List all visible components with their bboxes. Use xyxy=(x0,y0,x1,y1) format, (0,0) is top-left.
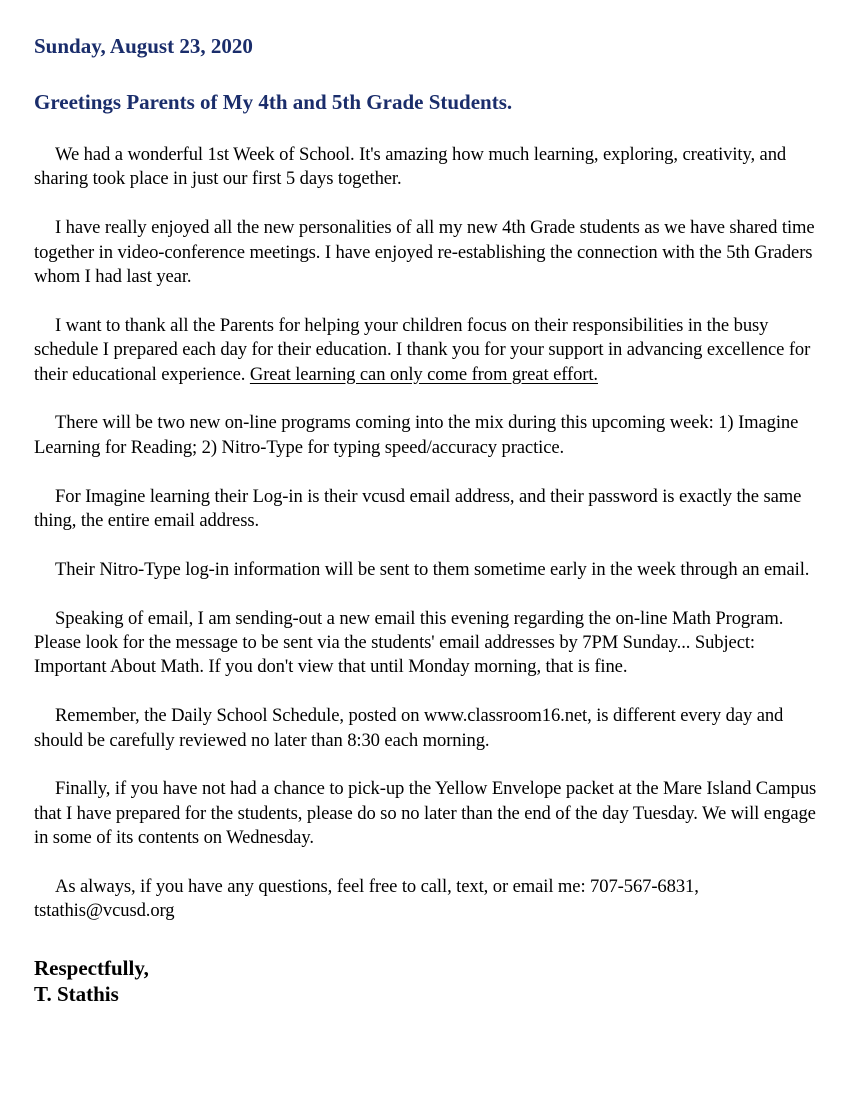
paragraph-contact: As always, if you have any questions, feel free to call, text, or email me: 707-567-6831, tstathis@vcusd.org xyxy=(34,876,699,922)
paragraph-imagine-login: For Imagine learning their Log-in is their vcusd email address, and their password is exactly the same thing, the entire email address. xyxy=(34,485,802,532)
signer-name: T. Stathis xyxy=(34,981,119,1006)
signature-block xyxy=(34,955,824,1007)
paragraph-thanks-text: I want to thank all the Parents for helping your children focus on their responsibilities in the busy schedule I prepared each day for their education. I thank you for your support in advancing excellence for their educational experience. xyxy=(34,314,811,385)
greeting-heading: Greetings Parents of My 4th and 5th Grade Students. xyxy=(34,90,513,114)
paragraph-personalities: I have really enjoyed all the new personalities of all my new 4th Grade students as we have shared time together in video-conference meetings. I have enjoyed re-establishing the connection with the 5th Graders whom I had last year. xyxy=(34,217,815,288)
letter-date: Sunday, August 23, 2020 xyxy=(34,34,253,58)
paragraph-nitro-login: Their Nitro-Type log-in information will be sent to them sometime early in the week through an email. xyxy=(55,558,810,580)
paragraph-schedule: Remember, the Daily School Schedule, posted on www.classroom16.net, is different every day and should be carefully reviewed no later than 8:30 each morning. xyxy=(34,705,784,751)
motto-underlined: Great learning can only come from great effort. xyxy=(249,363,598,385)
closing: Respectfully, xyxy=(34,955,149,980)
paragraph-first-week: We had a wonderful 1st Week of School. It's amazing how much learning, exploring, creativity, and sharing took place in just our first 5 days together. xyxy=(34,144,787,190)
paragraph-thanks xyxy=(34,314,824,387)
paragraph-new-programs: There will be two new on-line programs coming into the mix during this upcoming week: 1) Imagine Learning for Reading; 2) Nitro-Type for typing speed/accuracy practice. xyxy=(34,412,799,458)
paragraph-yellow-envelope: Finally, if you have not had a chance to pick-up the Yellow Envelope packet at the Mare Island Campus that I have prepared for the students, please do so no later than the end of the day Tuesday. We will engage in some of its contents on Wednesday. xyxy=(34,778,817,849)
paragraph-math-email: Speaking of email, I am sending-out a new email this evening regarding the on-line Math Program. Please look for the message to be sent via the students' email addresses by 7PM Sunday... Subject: Important About Math. If you don't view that until Monday morning, that is fine. xyxy=(34,607,784,678)
